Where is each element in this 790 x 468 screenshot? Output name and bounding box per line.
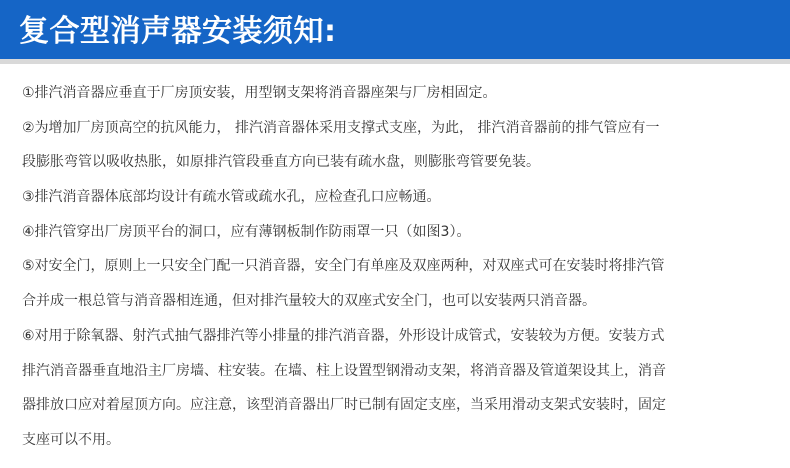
installation-notes — [22, 76, 772, 458]
title-banner — [0, 0, 790, 64]
note-line: 排汽消音器垂直地沿主厂房墙、柱安装。在墙、柱上设置型钢滑动支架，将消音器及管道架设其上，消音 — [22, 362, 666, 379]
note-line: ③排汽消音器体底部均设计有疏水管或疏水孔，应检查孔口应畅通。 — [22, 189, 441, 206]
note-line: ⑤对安全门，原则上一只安全门配一只消音器，安全门有单座及双座两种，对双座式可在安装时将排汽管 — [22, 258, 665, 275]
note-line: 合并成一根总管与消音器相连通，但对排汽量较大的双座式安全门，也可以安装两只消音器。 — [22, 293, 596, 310]
note-line: 器排放口应对着屋顶方向。应注意，该型消音器出厂时已制有固定支座，当采用滑动支架式安装时，固定 — [22, 397, 666, 414]
note-line: 段膨胀弯管以吸收热胀，如原排汽管段垂直方向已装有疏水盘，则膨胀弯管要免装。 — [22, 154, 540, 171]
note-line: ④排汽管穿出厂房顶平台的洞口，应有薄钢板制作防雨罩一只（如图3）。 — [22, 223, 471, 240]
note-line: ⑥对用于除氧器、射汽式抽气器排汽等小排量的排汽消音器，外形设计成管式，安装较为方便。安装方式 — [22, 327, 665, 344]
note-line: ②为增加厂房顶高空的抗风能力， 排汽消音器体采用支撑式支座，为此， 排汽消音器前的排气管应有一 — [22, 119, 660, 136]
note-line: ①排汽消音器应垂直于厂房顶安装，用型钢支架将消音器座架与厂房相固定。 — [22, 85, 497, 101]
page-title: 复合型消声器安装须知: — [19, 14, 337, 49]
note-line: 支座可以不用。 — [22, 431, 120, 448]
